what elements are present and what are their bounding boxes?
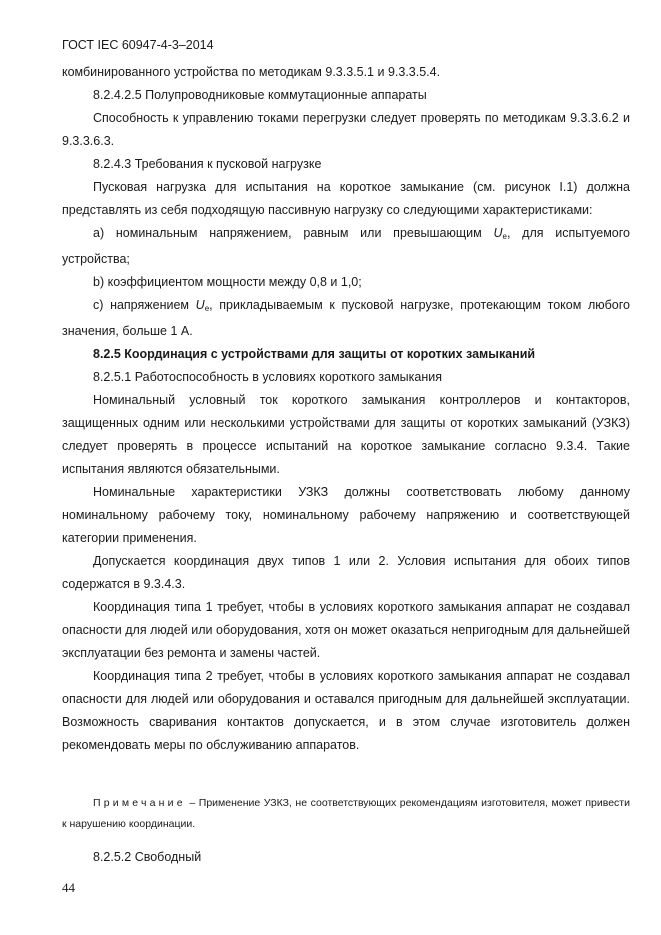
document-body	[62, 61, 630, 757]
section-heading: 8.2.4.2.5 Полупроводниковые коммутационные аппараты	[93, 88, 427, 102]
page-number: 44	[62, 880, 75, 895]
paragraph: Координация типа 2 требует, чтобы в условиях короткого замыкания аппарат не создавал опасности для людей или оборудования и оставался пригодным для дальнейшей эксплуатации. Возможность сваривания контактов допускается, и в этом случае изготовитель должен рекомендовать меры по обслуживанию аппаратов.	[62, 669, 630, 752]
paragraph: Способность к управлению токами перегрузки следует проверять по методикам 9.3.3.6.2 и 9.3.3.6.3.	[62, 111, 630, 148]
section-heading-bold: 8.2.5 Координация с устройствами для защиты от коротких замыканий	[93, 347, 536, 361]
paragraph: комбинированного устройства по методикам 9.3.3.5.1 и 9.3.3.5.4.	[62, 65, 441, 79]
paragraph: Допускается координация двух типов 1 или 2. Условия испытания для обоих типов содержатся в 9.3.4.3.	[62, 554, 630, 591]
paragraph: Номинальный условный ток короткого замыкания контроллеров и контакторов, защищенных одним или несколькими устройствами для защиты от коротких замыканий (УЗКЗ) следует проверять в процессе испытаний на короткое замыкание согласно 9.3.4. Такие испытания являются обязательными.	[62, 393, 630, 476]
paragraph: Пусковая нагрузка для испытания на короткое замыкание (см. рисунок I.1) должна представлять из себя подходящую пассивную нагрузку со следующими характеристиками:	[62, 180, 630, 217]
note-text: – Применение УЗКЗ, не соответствующих рекомендациям изготовителя, может привести к нарушению координации.	[62, 797, 630, 830]
paragraph: Координация типа 1 требует, чтобы в условиях короткого замыкания аппарат не создавал опасности для людей или оборудования, хотя он может оказаться непригодным для дальнейшей эксплуатации без ремонта и замены частей.	[62, 600, 630, 660]
list-item: c) напряжением $U_e$, прикладываемым к пусковой нагрузке, протекающим током любого значения, больше 1 А.	[62, 298, 630, 338]
list-item: a) номинальным напряжением, равным или превышающим $U_e$, для испытуемого устройства;	[62, 226, 630, 266]
paragraph: Номинальные характеристики УЗКЗ должны соответствовать любому данному номинальному рабочему току, номинальному рабочему напряжению и соответствующей категории применения.	[62, 485, 630, 545]
section-heading: 8.2.4.3 Требования к пусковой нагрузке	[93, 157, 322, 171]
note-label: Примечание	[93, 797, 186, 809]
list-item: b) коэффициентом мощности между 0,8 и 1,0;	[93, 275, 362, 289]
note	[62, 793, 630, 835]
section-heading: 8.2.5.2 Свободный	[93, 850, 202, 864]
document-header: ГОСТ IEC 60947-4-3–2014	[62, 38, 214, 52]
section-heading: 8.2.5.1 Работоспособность в условиях короткого замыкания	[93, 370, 443, 384]
